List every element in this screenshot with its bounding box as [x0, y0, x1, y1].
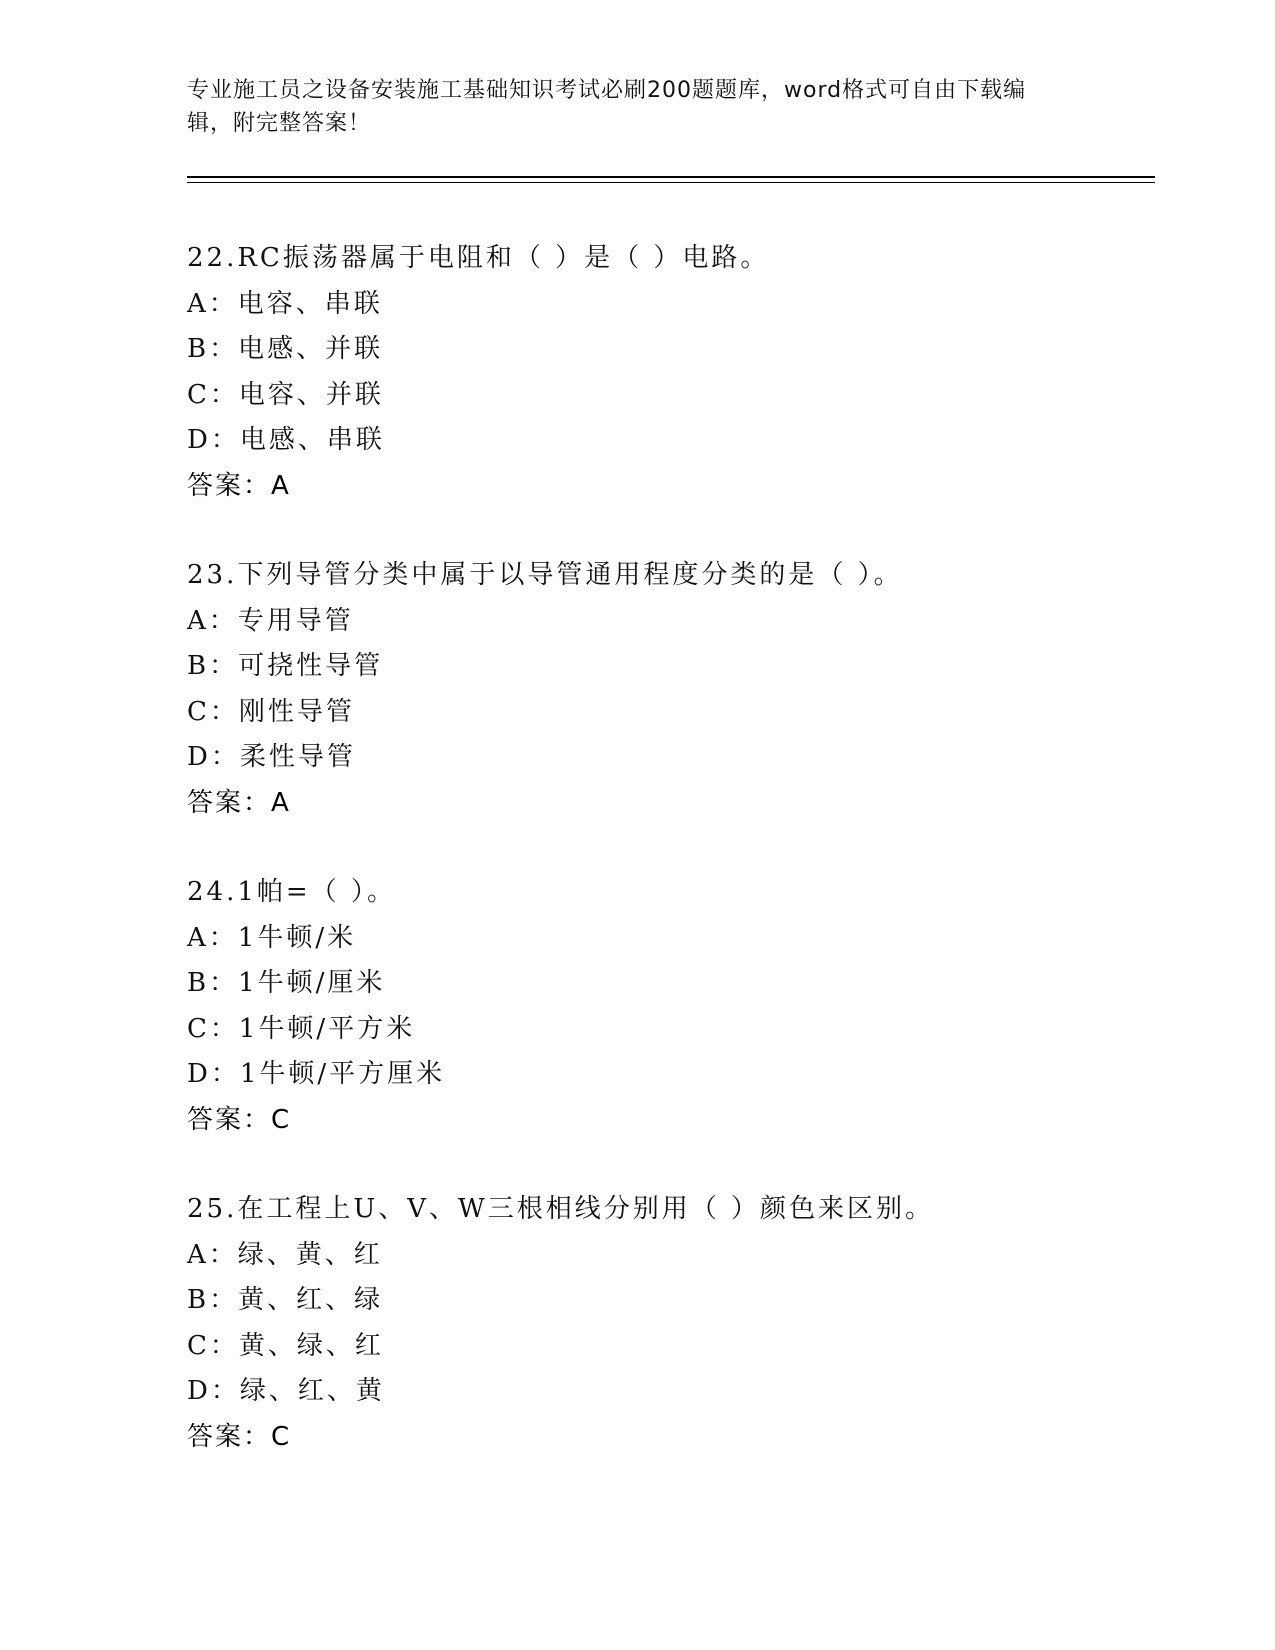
question-stem: 24.1帕=（ ）。: [187, 877, 396, 907]
question-stem: 23.下列导管分类中属于以导管通用程度分类的是（ ）。: [187, 560, 903, 590]
answer-line: 答案：A: [187, 470, 291, 501]
question-stem: 25.在工程上U、V、W三根相线分别用（ ）颜色来区别。: [187, 1194, 935, 1224]
option-b: B：黄、红、绿: [187, 1285, 384, 1315]
option-c: C：电容、并联: [187, 379, 384, 410]
option-b: B：电感、并联: [187, 334, 384, 364]
option-a: A：1牛顿/米: [187, 922, 357, 953]
header-divider: [187, 176, 1155, 183]
question-24: [187, 870, 1155, 1143]
option-b: B：1牛顿/厘米: [187, 968, 386, 998]
answer-line: 答案：C: [187, 1421, 292, 1452]
document-header: 专业施工员之设备安装施工基础知识考试必刷200题题库，word格式可自由下载编辑，附完整答案！: [187, 78, 1027, 136]
option-d: D：电感、串联: [187, 425, 385, 455]
answer-line: 答案：C: [187, 1104, 292, 1135]
option-c: C：黄、绿、红: [187, 1330, 384, 1361]
option-a: A：电容、串联: [187, 288, 383, 319]
option-d: D：1牛顿/平方厘米: [187, 1059, 446, 1089]
option-b: B：可挠性导管: [187, 651, 384, 681]
option-c: C：刚性导管: [187, 696, 355, 727]
question-25: [187, 1187, 1155, 1460]
option-d: D：绿、红、黄: [187, 1376, 385, 1406]
question-list: [187, 236, 1155, 1504]
option-d: D：柔性导管: [187, 742, 356, 772]
option-a: A：绿、黄、红: [187, 1239, 383, 1270]
option-c: C：1牛顿/平方米: [187, 1013, 416, 1044]
question-23: [187, 553, 1155, 826]
option-a: A：专用导管: [187, 605, 354, 636]
question-22: [187, 236, 1155, 509]
question-stem: 22.RC振荡器属于电阻和（ ）是（ ）电路。: [187, 243, 770, 273]
answer-line: 答案：A: [187, 787, 291, 818]
